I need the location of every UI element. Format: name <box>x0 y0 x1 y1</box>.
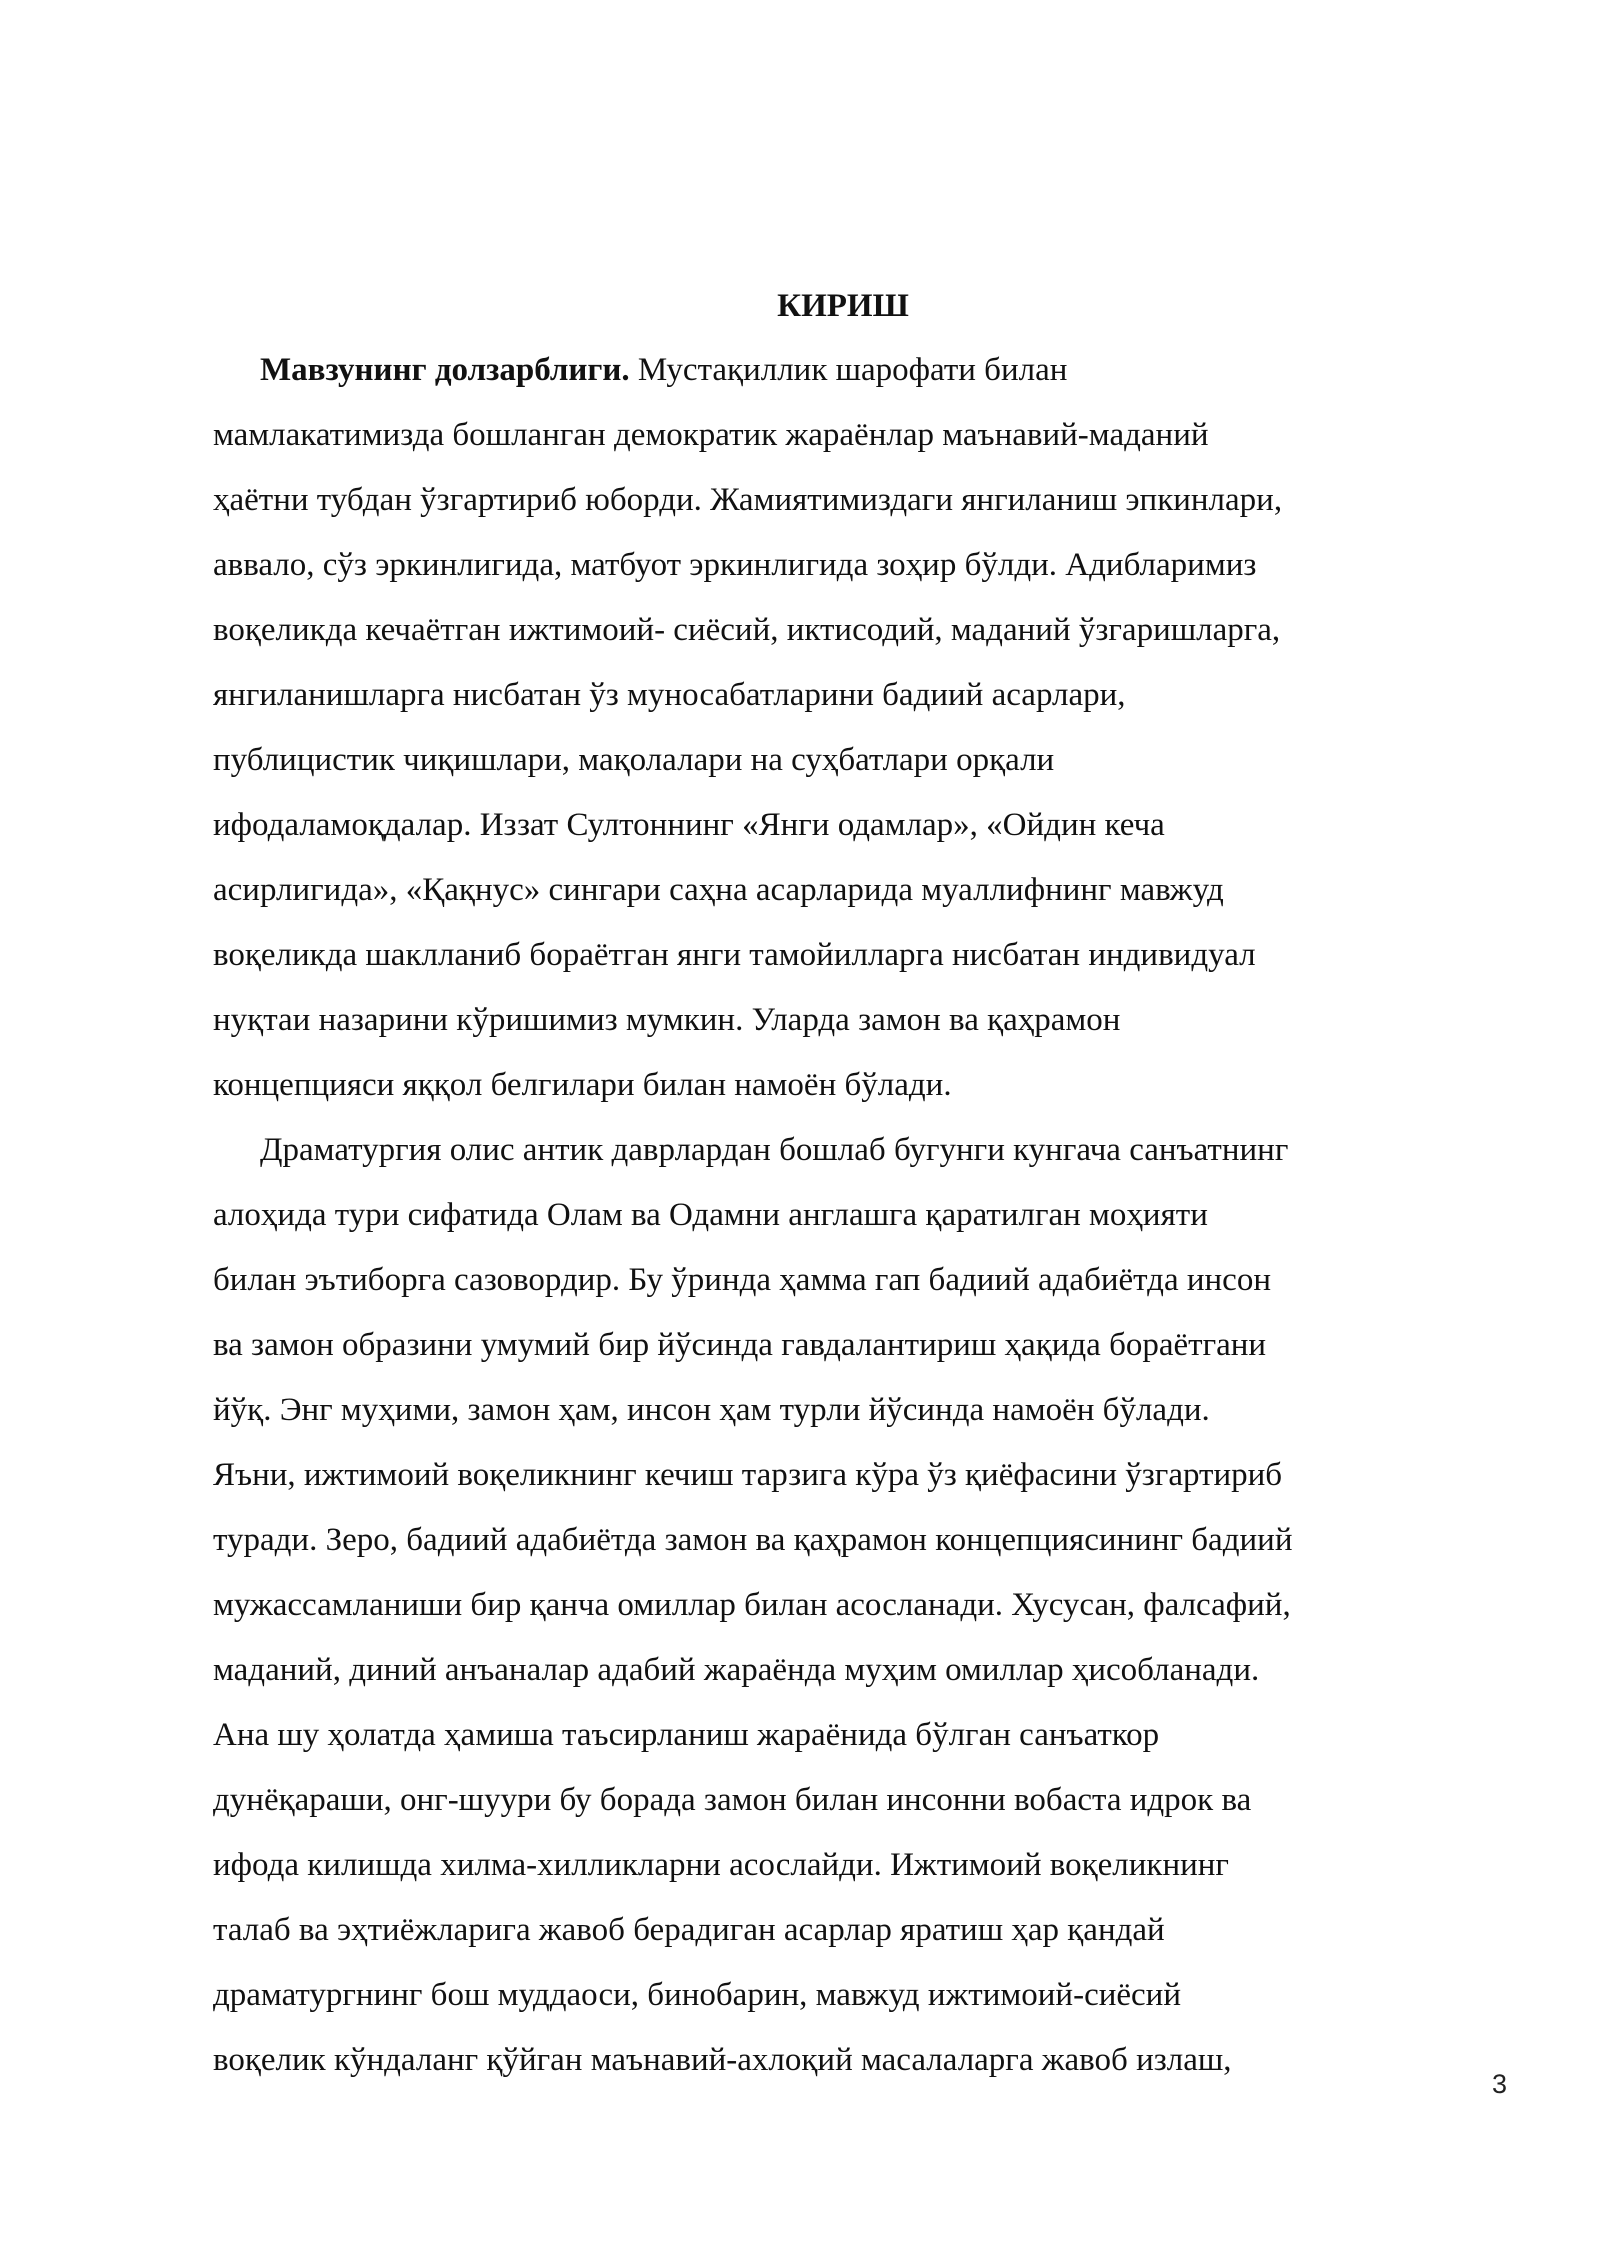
paragraph-1-line-1 <box>260 348 1067 392</box>
paragraph-2-line-2: алоҳида тури сифатида Олам ва Одамни англашга қаратилган моҳияти <box>213 1197 1208 1233</box>
paragraph-text: Мустақиллик шарофати билан <box>629 352 1068 388</box>
paragraph-1-line-2: мамлакатимизда бошланган демократик жараёнлар маънавий-маданий <box>213 417 1209 453</box>
paragraph-1-line-7: публицистик чиқишлари, мақолалари на суҳбатлари орқали <box>213 742 1055 778</box>
paragraph-2-line-5: йўқ. Энг муҳими, замон ҳам, инсон ҳам турли йўсинда намоён бўлади. <box>213 1392 1210 1428</box>
paragraph-1-line-5: воқеликда кечаётган ижтимоий- сиёсий, иктисодий, маданий ўзгаришларга, <box>213 612 1281 648</box>
paragraph-1-line-4: аввало, сўз эркинлигида, матбуот эркинлигида зоҳир бўлди. Адибларимиз <box>213 547 1257 583</box>
paragraph-1-line-11: нуқтаи назарини кўришимиз мумкин. Уларда замон ва қаҳрамон <box>213 1002 1121 1038</box>
paragraph-2-line-15: воқелик кўндаланг қўйган маънавий-ахлоқий масалаларга жавоб излаш, <box>213 2042 1232 2078</box>
paragraph-2-line-3: билан эътиборга сазовордир. Бу ўринда ҳамма гап бадиий адабиётда инсон <box>213 1262 1271 1298</box>
paragraph-1-line-6: янгиланишларга нисбатан ўз муносабатларини бадиий асарлари, <box>213 677 1126 713</box>
section-heading: КИРИШ <box>777 288 909 324</box>
paragraph-2-line-6: Яъни, ижтимоий воқеликнинг кечиш тарзига кўра ўз қиёфасини ўзгартириб <box>213 1457 1283 1493</box>
paragraph-1-line-3: ҳаётни тубдан ўзгартириб юборди. Жамиятимиздаги янгиланиш эпкинлари, <box>213 482 1283 518</box>
paragraph-2-line-7: туради. Зеро, бадиий адабиётда замон ва қаҳрамон концепциясининг бадиий <box>213 1522 1293 1558</box>
paragraph-2-line-8: мужассамланиши бир қанча омиллар билан асосланади. Хусусан, фалсафий, <box>213 1587 1291 1623</box>
paragraph-2-line-1: Драматургия олис антик даврлардан бошлаб бугунги кунгача санъатнинг <box>260 1132 1289 1168</box>
paragraph-2-line-9: маданий, диний анъаналар адабий жараёнда муҳим омиллар ҳисобланади. <box>213 1652 1260 1688</box>
page-number: 3 <box>1492 2069 1508 2099</box>
paragraph-1-line-12: концепцияси яққол белгилари билан намоён бўлади. <box>213 1067 952 1103</box>
paragraph-lead: Мавзунинг долзарблиги. <box>260 352 630 388</box>
paragraph-1-line-9: асирлигида», «Қақнус» сингари саҳна асарларида муаллифнинг мавжуд <box>213 872 1224 908</box>
paragraph-2-line-4: ва замон образини умумий бир йўсинда гавдалантириш ҳақида бораётгани <box>213 1327 1267 1363</box>
paragraph-1-line-10: воқеликда шаклланиб бораётган янги тамойилларга нисбатан индивидуал <box>213 937 1256 973</box>
paragraph-1-line-8: ифодаламоқдалар. Иззат Султоннинг «Янги одамлар», «Ойдин кеча <box>213 807 1165 843</box>
paragraph-2-line-10: Ана шу ҳолатда ҳамиша таъсирланиш жараёнида бўлган санъаткор <box>213 1717 1160 1753</box>
paragraph-2-line-11: дунёқараши, онг-шуури бу борада замон билан инсонни вобаста идрок ва <box>213 1782 1252 1818</box>
paragraph-2-line-14: драматургнинг бош муддаоси, бинобарин, мавжуд ижтимоий-сиёсий <box>213 1977 1182 2013</box>
paragraph-2-line-12: ифода килишда хилма-хилликларни асослайди. Ижтимоий воқеликнинг <box>213 1847 1229 1883</box>
paragraph-2-line-13: талаб ва эҳтиёжларига жавоб берадиган асарлар яратиш ҳар қандай <box>213 1912 1165 1948</box>
